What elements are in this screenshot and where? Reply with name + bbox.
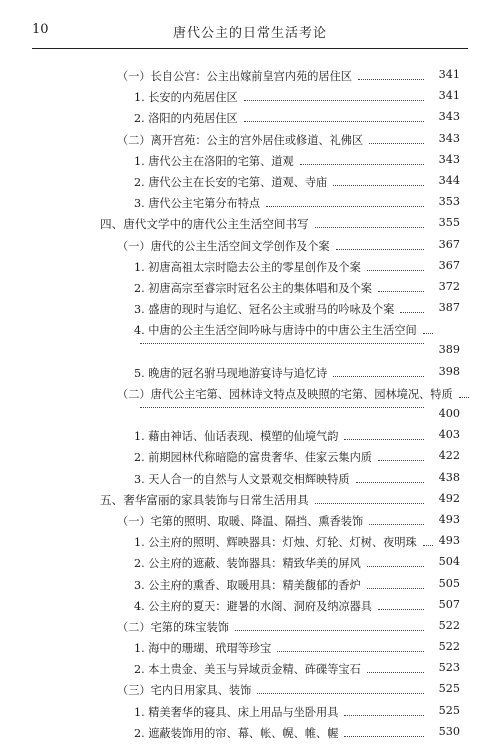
toc-page-number: 367: [438, 237, 460, 251]
toc-page-number: 343: [438, 110, 460, 124]
toc-row: [0, 322, 500, 343]
toc-row: [0, 534, 500, 555]
toc-entry: [134, 555, 430, 571]
dot-leader: [358, 79, 424, 80]
toc-row: [0, 238, 500, 259]
toc-row: [0, 216, 500, 237]
toc-entry-title: 3. 天人合一的自然与人文景观交相辉映特质: [134, 472, 350, 486]
toc-row: [0, 682, 500, 703]
toc-entry: [134, 449, 430, 465]
dot-leader: [333, 376, 424, 377]
dot-leader: [244, 121, 424, 122]
toc-entry-title: （二）宅第的珠宝装饰: [117, 620, 229, 634]
toc-entry-title: 2. 唐代公主在长安的宅第、道观、寺庙: [134, 175, 328, 189]
toc-row: [0, 661, 500, 682]
toc-entry-title: 1. 长安的内苑居住区: [134, 91, 238, 105]
toc-page-number: 353: [438, 195, 460, 209]
toc-page-number: 525: [438, 703, 460, 717]
dot-leader: [140, 343, 424, 344]
toc-row: [0, 492, 500, 513]
toc-entry-title: （三）宅内日用家具、装饰: [117, 684, 252, 698]
toc-row: [0, 471, 500, 492]
toc-page-number: 492: [438, 491, 460, 505]
toc-entry-title: 五、奢华富丽的家具装饰与日常生活用具: [100, 492, 309, 507]
toc-entry-title: 1. 公主府的照明、辉映器具：灯烛、灯轮、灯树、夜明珠: [134, 536, 417, 550]
dot-leader: [459, 397, 469, 398]
toc-row: [0, 301, 500, 322]
dot-leader: [344, 715, 424, 716]
toc-page-number: 523: [438, 661, 460, 675]
toc-row: [0, 555, 500, 576]
dot-leader: [244, 100, 424, 101]
toc-entry: [134, 640, 430, 656]
toc-entry-title: 1. 藉由神话、仙话表现、模塑的仙境气韵: [134, 430, 339, 444]
toc-row: [0, 195, 500, 216]
dot-leader: [367, 588, 424, 589]
toc-entry: [117, 386, 453, 402]
toc-entry-title: 2. 本土贵金、美玉与异域贡金精、砗磲等宝石: [134, 663, 361, 677]
toc-row: [0, 640, 500, 661]
toc-row: [0, 89, 500, 110]
toc-page-number: 398: [438, 364, 460, 378]
toc-row: [0, 704, 500, 725]
toc-entry: [117, 682, 430, 698]
toc-entry-title: （二）唐代公主宅第、园林诗文特点及映照的宅第、园林境况、特质: [117, 387, 453, 401]
toc-entry-title: （一）宅第的照明、取暖、降温、隔挡、熏香装饰: [117, 514, 364, 528]
toc-page-number: 343: [438, 152, 460, 166]
dot-leader: [140, 407, 424, 408]
toc-entry-title: 2. 初唐高宗至睿宗时冠名公主的集体唱和及个案: [134, 281, 372, 295]
dot-leader: [333, 185, 424, 186]
dot-leader: [367, 672, 424, 673]
toc-row: [0, 386, 500, 407]
toc-page-number: 505: [438, 576, 460, 590]
toc-page-number: 493: [438, 534, 460, 548]
dot-leader: [367, 270, 424, 271]
toc-entry-title: 3. 盛唐的现时与追忆、冠名公主或驸马的吟咏及个案: [134, 303, 395, 317]
toc-entry-title: 2. 遮蔽装饰用的帘、幕、帐、幌、帷、幄: [134, 726, 339, 740]
toc-page-number: 389: [438, 343, 460, 357]
toc-page-number: 341: [438, 89, 460, 103]
toc-page-number: 438: [438, 470, 460, 484]
dot-leader: [423, 333, 433, 334]
toc-entry: [134, 89, 430, 105]
toc-row: [0, 428, 500, 449]
toc-row: [0, 407, 500, 428]
toc-row: [0, 619, 500, 640]
toc-page-number: 355: [438, 216, 460, 230]
dot-leader: [344, 736, 424, 737]
dot-leader: [235, 630, 424, 631]
toc-entry: [117, 238, 430, 254]
toc-entry: [134, 661, 430, 677]
toc-row: [0, 577, 500, 598]
dot-leader: [315, 503, 424, 504]
dot-leader: [378, 460, 424, 461]
toc-entry-title: 2. 洛阳的内苑居住区: [134, 112, 238, 126]
toc-page-number: 343: [438, 131, 460, 145]
toc-entry: [134, 110, 430, 126]
dot-leader: [400, 312, 424, 313]
dot-leader: [277, 651, 424, 652]
dot-leader: [378, 291, 424, 292]
toc-entry: [134, 428, 430, 444]
dot-leader: [266, 206, 424, 207]
toc-entry-title: （二）离开宫苑：公主的宫外居住或修道、礼佛区: [117, 133, 364, 147]
toc-entry: [134, 322, 430, 338]
toc-entry: [134, 577, 430, 593]
toc-entry: [134, 534, 430, 550]
toc-row: [0, 343, 500, 364]
toc-entry-title: 4. 中唐的公主生活空间吟咏与唐诗中的中唐公主生活空间: [134, 324, 417, 338]
toc-entry: [100, 216, 430, 232]
toc-entry-title: （一）长自公宫：公主出嫁前皇宫内苑的居住区: [117, 70, 352, 83]
toc-entry-title: 1. 精美奢华的寝具、床上用品与坐卧用具: [134, 705, 339, 719]
toc-page-number: 387: [438, 301, 460, 315]
toc-entry: [134, 301, 430, 317]
dot-leader: [367, 566, 424, 567]
toc-row: [0, 513, 500, 534]
toc-entry-title: 3. 公主府的熏香、取暖用具：精美馥郁的香炉: [134, 578, 361, 592]
toc-page-number: 403: [438, 428, 460, 442]
toc-entry: [117, 132, 430, 148]
toc-entry: [134, 407, 430, 411]
toc-entry: [117, 513, 430, 529]
toc-page-number: 367: [438, 258, 460, 272]
toc-entry: [134, 343, 430, 347]
toc-page-number: 344: [438, 173, 460, 187]
table-of-contents: [0, 68, 500, 746]
toc-row: [0, 110, 500, 131]
toc-entry-title: 2. 公主府的遮蔽、装饰器具：精致华美的屏风: [134, 557, 361, 571]
toc-entry-title: 四、唐代文学中的唐代公主生活空间书写: [100, 217, 309, 232]
toc-page-number: 525: [438, 682, 460, 696]
toc-page-number: 400: [438, 407, 460, 420]
toc-entry: [134, 598, 430, 614]
toc-row: [0, 280, 500, 301]
toc-row: [0, 174, 500, 195]
dot-leader: [300, 164, 424, 165]
toc-entry-title: 2. 前期园林代称暗隐的富贵奢华、佳家云集内质: [134, 451, 372, 465]
toc-page-number: 372: [438, 279, 460, 293]
toc-entry-title: 1. 海中的珊瑚、玳瑁等珍宝: [134, 642, 272, 656]
toc-row: [0, 68, 500, 89]
toc-entry: [117, 68, 430, 84]
toc-entry: [134, 725, 430, 741]
dot-leader: [369, 524, 424, 525]
toc-entry: [134, 174, 430, 190]
page-header: [32, 22, 468, 44]
page-number: 10: [32, 22, 49, 37]
dot-leader: [378, 609, 424, 610]
toc-entry-title: （一）唐代的公主生活空间文学创作及个案: [117, 239, 330, 253]
dot-leader: [356, 482, 424, 483]
toc-entry: [134, 471, 430, 487]
toc-entry-title: 4. 公主府的夏天：避暑的水阁、洞府及纳凉器具: [134, 599, 372, 613]
toc-entry: [134, 153, 430, 169]
toc-row: [0, 365, 500, 386]
toc-page-number: 522: [438, 640, 460, 654]
toc-row: [0, 153, 500, 174]
toc-entry: [100, 492, 430, 508]
toc-page-number: 341: [438, 68, 460, 81]
toc-row: [0, 598, 500, 619]
toc-entry: [134, 259, 430, 275]
dot-leader: [369, 143, 424, 144]
toc-entry: [134, 280, 430, 296]
running-title: 唐代公主的日常生活考论: [172, 26, 327, 41]
toc-entry: [134, 195, 430, 211]
toc-entry-title: 1. 初唐高祖太宗时隐去公主的零星创作及个案: [134, 260, 361, 274]
toc-page-number: 507: [438, 597, 460, 611]
header-rule: [32, 48, 468, 49]
toc-page-number: 504: [438, 555, 460, 569]
dot-leader: [336, 249, 424, 250]
toc-page-number: 522: [438, 618, 460, 632]
toc-entry: [134, 704, 430, 720]
toc-page-number: 493: [438, 512, 460, 526]
toc-entry: [117, 619, 430, 635]
toc-row: [0, 132, 500, 153]
toc-entry: [134, 365, 430, 381]
dot-leader: [315, 227, 424, 228]
toc-row: [0, 449, 500, 470]
toc-entry-title: 1. 唐代公主在洛阳的宅第、道观: [134, 154, 294, 168]
toc-row: [0, 725, 500, 746]
dot-leader: [257, 693, 424, 694]
toc-page-number: 530: [438, 724, 460, 738]
dot-leader: [344, 439, 424, 440]
toc-row: [0, 259, 500, 280]
toc-page-number: 422: [438, 449, 460, 463]
toc-entry-title: 3. 唐代公主宅第分布特点: [134, 197, 261, 211]
toc-entry-title: 5. 晚唐的冠名驸马现地游宴诗与追忆诗: [134, 366, 328, 380]
